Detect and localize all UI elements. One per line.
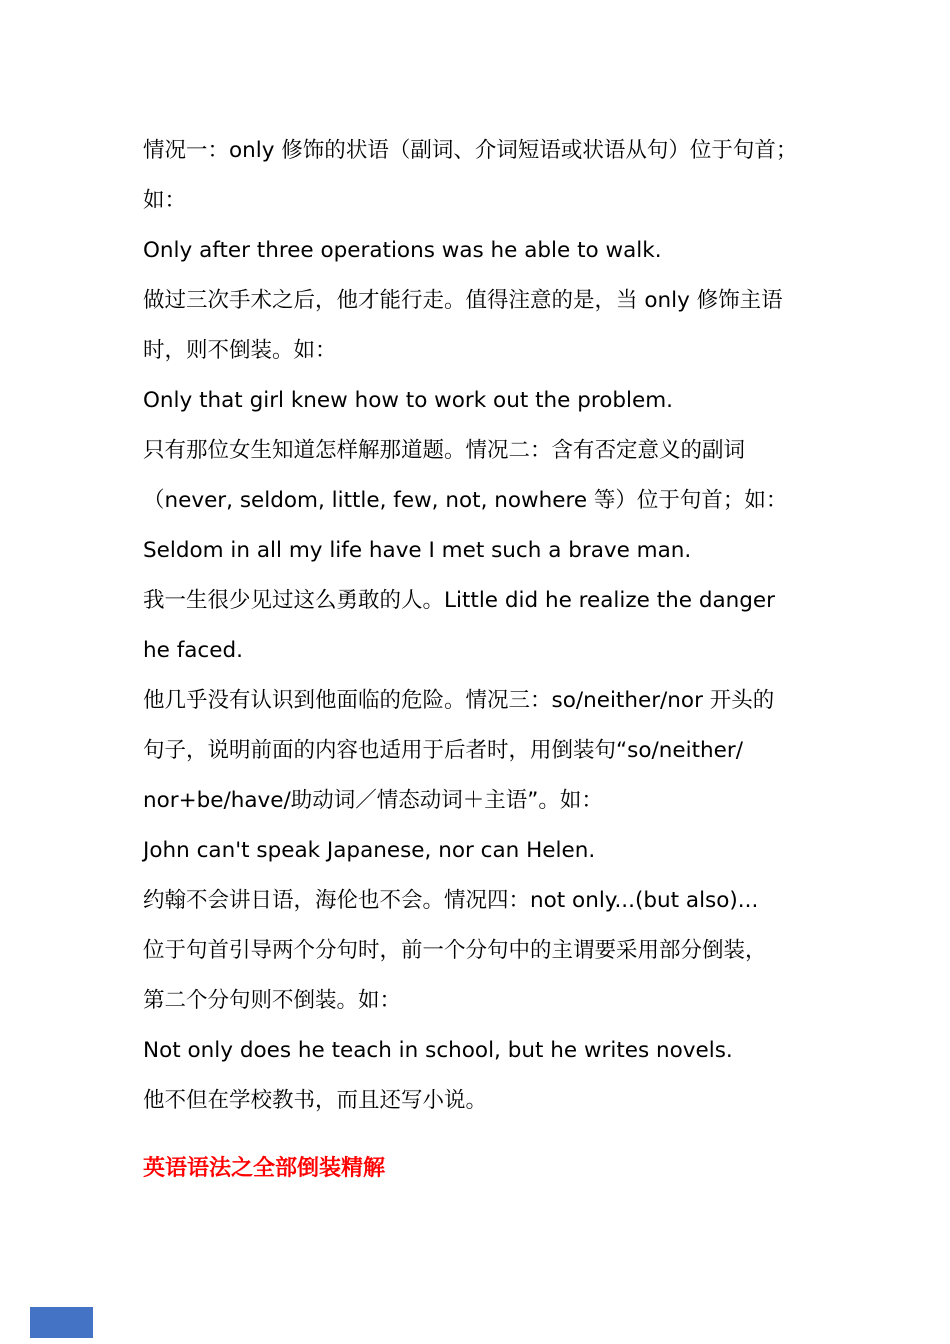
text-line: 我一生很少见过这么勇敢的人。Little did he realize the danger	[143, 588, 775, 613]
section-heading: 英语语法之全部倒装精解	[143, 1156, 386, 1181]
text-line: nor+be/have/助动词／情态动词＋主语”。如：	[143, 788, 603, 813]
text-line: 位于句首引导两个分句时，前一个分句中的主谓要采用部分倒装，	[143, 938, 767, 963]
text-line: 约翰不会讲日语，海伦也不会。情况四：not only...(but also)...	[143, 888, 759, 913]
text-line: 时，则不倒装。如：	[143, 338, 337, 363]
text-line: 句子，说明前面的内容也适用于后者时，用倒装句“so/neither/	[143, 738, 743, 763]
text-line: 第二个分句则不倒装。如：	[143, 988, 402, 1013]
text-line: Not only does he teach in school, but he writes novels.	[143, 1038, 733, 1063]
document-body	[143, 126, 797, 1126]
text-line: 做过三次手术之后，他才能行走。值得注意的是，当 only 修饰主语	[143, 288, 783, 313]
text-line: 如：	[143, 188, 187, 213]
text-line: （never, seldom, little, few, not, nowhere 等）位于句首；如：	[143, 488, 788, 513]
text-line: he faced.	[143, 638, 243, 663]
text-line: 只有那位女生知道怎样解那道题。情况二：含有否定意义的副词	[143, 438, 746, 463]
text-line: Seldom in all my life have I met such a brave man.	[143, 538, 692, 563]
text-line: Only after three operations was he able to walk.	[143, 238, 662, 263]
text-line: Only that girl knew how to work out the problem.	[143, 388, 674, 413]
blue-rectangle	[30, 1307, 93, 1338]
text-line: 他几乎没有认识到他面临的危险。情况三：so/neither/nor 开头的	[143, 688, 775, 713]
text-line: 他不但在学校教书，而且还写小说。	[143, 1088, 488, 1113]
text-line: John can't speak Japanese, nor can Helen.	[143, 838, 596, 863]
text-line: 情况一：only 修饰的状语（副词、介词短语或状语从句）位于句首；	[143, 138, 798, 163]
